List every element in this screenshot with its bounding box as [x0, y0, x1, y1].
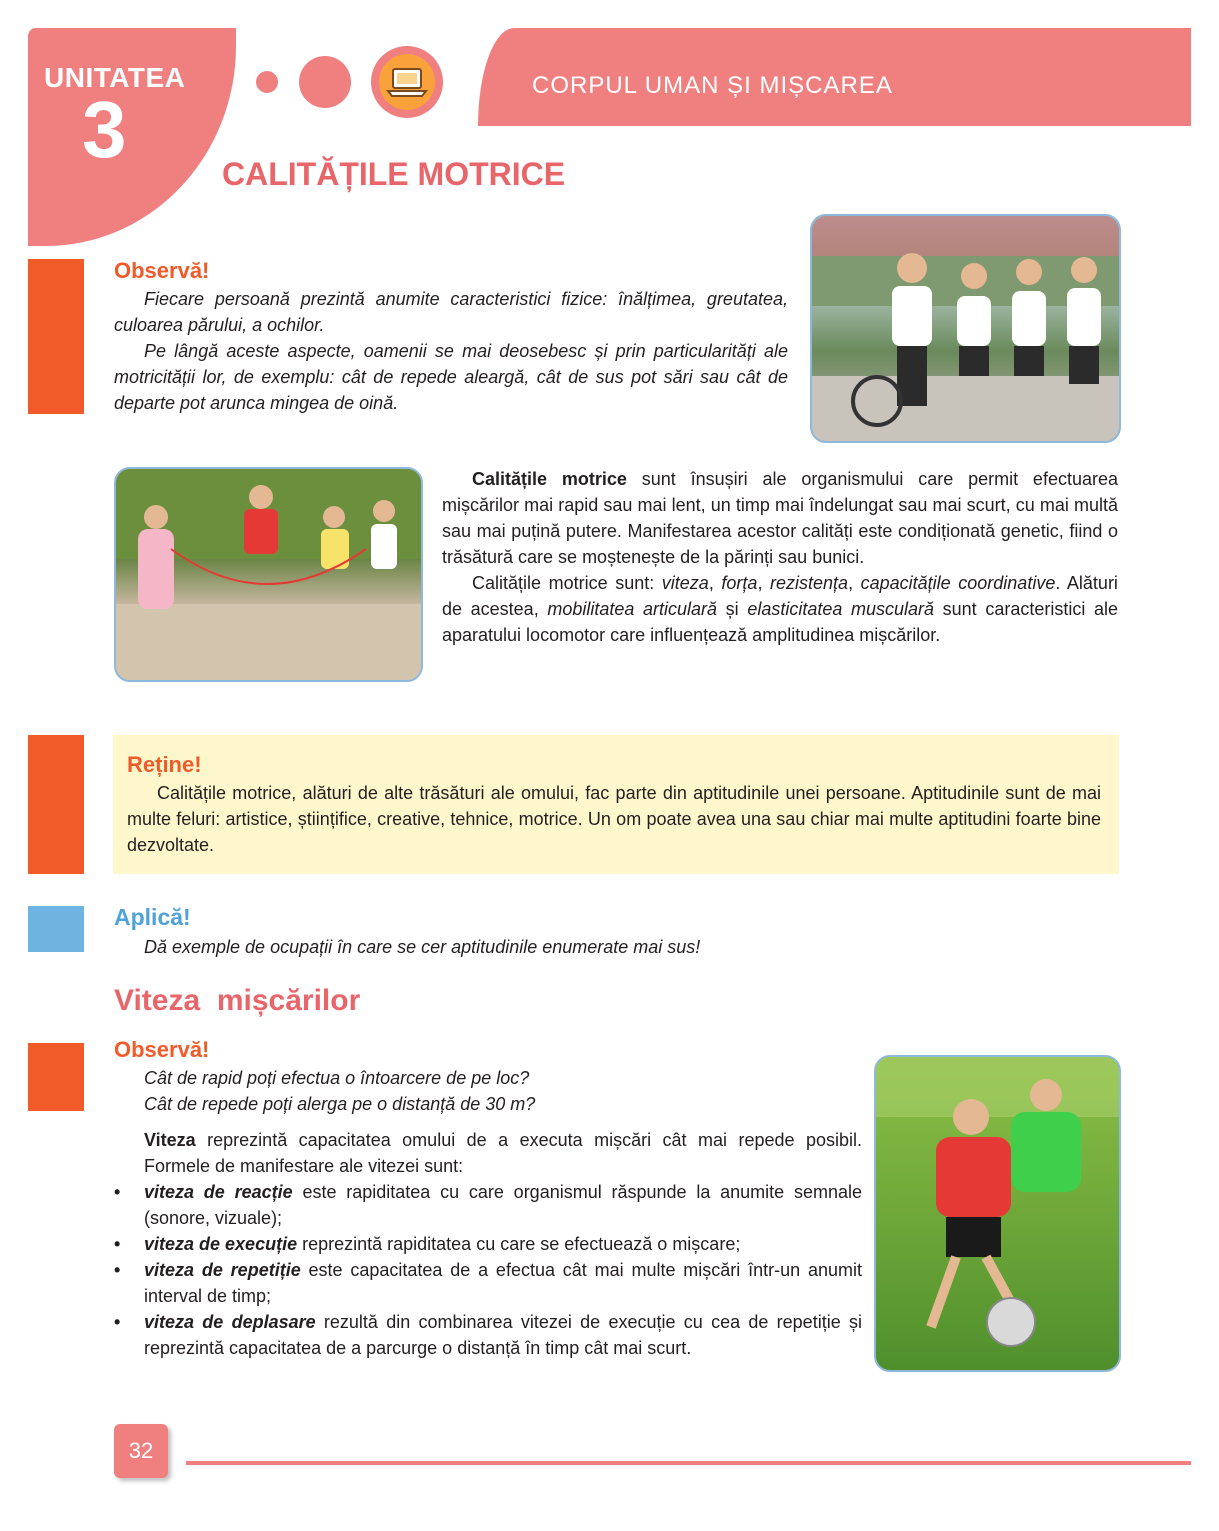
term-viteza: Viteza [144, 1130, 196, 1150]
retine-marker [28, 735, 84, 874]
aplica-heading: Aplică! [114, 904, 191, 930]
photo-students-walking [810, 214, 1121, 443]
list-item: • viteza de repetiție este capacitatea de a efectua cât mai multe mișcări într-un anumit interval de timp; [114, 1257, 862, 1309]
decor-dot-small [256, 71, 278, 93]
unit-label: UNITATEA [44, 62, 186, 93]
chapter-title: CORPUL UMAN ȘI MIȘCAREA [532, 72, 893, 99]
observa-paragraph-1: Fiecare persoană prezintă anumite caracteristici fizice: înălțimea, greutatea, culoarea părului, a ochilor. [114, 289, 788, 335]
aplica-text: Dă exemple de ocupații în care se cer aptitudinile enumerate mai sus! [144, 937, 701, 957]
question-1: Cât de rapid poți efectua o întoarcere de pe loc? [144, 1068, 530, 1088]
viteza-forms-list [114, 1179, 862, 1361]
unit-badge [28, 28, 236, 246]
retine-text: Calitățile motrice, alături de alte trăsături ale omului, fac parte din aptitudinile unei persoane. Aptitudinile sunt de mai multe feluri: artistice, științifice, creative, tehnice, motrice. Un om poate avea una sau chiar mai multe aptitudini foarte bine dezvoltate. [127, 783, 1101, 855]
laptop-icon-badge [371, 46, 443, 118]
list-item: • viteza de deplasare rezultă din combinarea vitezei de execuție cu cea de repetiție și reprezintă capacitatea de a parcurge o distanță în timp cât mai scurt. [114, 1309, 862, 1361]
unit-number: 3 [82, 85, 127, 174]
definition-text [442, 466, 1118, 648]
section-title-viteza: Viteza mișcărilor [114, 984, 361, 1017]
definition-paragraph-2: Calitățile motrice sunt: viteza, forța, rezistența, capacitățile coordinative. Alături de acestea, mobilitatea articulară și elasticitatea musculară sunt caracteristici ale aparatului locomotor care influențează amplitudinea mișcărilor. [442, 573, 1118, 645]
observa-2-marker [28, 1043, 84, 1111]
photo-children-jumping-rope [114, 467, 423, 682]
footer-divider [186, 1461, 1191, 1465]
observa-paragraph-2: Pe lângă aceste aspecte, oamenii se mai deosebesc și prin particularități ale motricității lor, de exemplu: cât de repede aleargă, cât de sus pot sări sau cât de departe pot arunca mingea de oină. [114, 341, 788, 413]
observa-heading: Observă! [114, 258, 210, 283]
observa-marker [28, 259, 84, 414]
decor-dot-medium [299, 56, 351, 108]
definition-paragraph-1: Calitățile motrice sunt însușiri ale organismului care permit efectuarea mișcărilor mai rapid sau mai lent, un timp mai îndelungat sau mai scurt, cu mai multă sau mai puțină putere. Manifestarea acestor calități este condiționată genetic, fiind o trăsătură care se moștenește de la părinți sau bunici. [442, 469, 1118, 567]
page-number: 32 [114, 1424, 168, 1478]
list-item: • viteza de execuție reprezintă rapiditatea cu care se efectuează o mișcare; [114, 1231, 862, 1257]
photo-children-playing-football [874, 1055, 1121, 1372]
observa-text [114, 286, 788, 416]
list-item: • viteza de reacție este rapiditatea cu care organismul răspunde la anumite semnale (sonore, vizuale); [114, 1179, 862, 1231]
observa-2-questions [144, 1065, 844, 1117]
viteza-intro: Viteza reprezintă capacitatea omului de a executa mișcări cât mai repede posibil. Formele de manifestare ale vitezei sunt: [144, 1130, 862, 1176]
aplica-marker [28, 906, 84, 952]
observa-2-heading: Observă! [114, 1037, 210, 1062]
question-2: Cât de repede poți alerga pe o distanță de 30 m? [144, 1094, 536, 1114]
laptop-icon [379, 54, 435, 110]
viteza-definition [114, 1127, 862, 1361]
retine-heading: Reține! [127, 752, 202, 777]
page-title: CALITĂȚILE MOTRICE [222, 156, 566, 192]
term-calitati-motrice: Calitățile motrice [472, 469, 627, 489]
